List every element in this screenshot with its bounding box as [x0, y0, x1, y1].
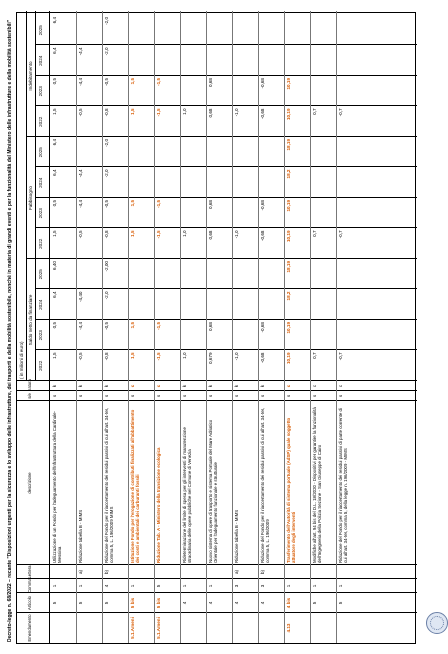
row-value-ind — [182, 76, 188, 107]
row-value-fab: 18,19 — [286, 139, 291, 151]
row-value-snf — [338, 290, 344, 321]
column-divider — [17, 390, 417, 391]
row-value-ind — [130, 46, 136, 77]
year-divider — [35, 319, 417, 320]
row-se: s — [182, 394, 187, 398]
row-value-fab — [78, 137, 84, 168]
row-value-fab — [338, 168, 344, 199]
row-value-fab: -0,68 — [260, 200, 265, 211]
header-unit-rule — [26, 11, 27, 381]
row-value-fab — [234, 198, 240, 229]
row-emendamento — [52, 613, 58, 643]
row-value-ind: 10,19 — [286, 78, 291, 90]
row-comma: 1 — [338, 584, 343, 588]
row-emendamento — [338, 613, 344, 643]
row-se: s — [286, 394, 291, 398]
row-value-ind — [338, 76, 344, 107]
row-value-snf: 18,2 — [286, 291, 291, 301]
row-natura: k — [104, 384, 109, 388]
row-value-fab: -0,5 — [104, 200, 109, 208]
row-value-snf — [234, 259, 240, 290]
row-value-snf — [182, 259, 188, 290]
row-value-ind — [260, 46, 266, 77]
row-value-fab — [338, 137, 344, 168]
row-divider — [310, 11, 311, 643]
row-natura: c — [338, 384, 343, 388]
row-value-snf: -0,5 — [104, 322, 109, 330]
header-group-1: Fabbisogno — [28, 186, 33, 211]
year-divider — [35, 289, 417, 290]
row-value-ind — [234, 76, 240, 107]
row-articolo: 4 — [260, 601, 265, 605]
row-value-snf — [156, 290, 162, 321]
row-value-fab: 18,2 — [286, 169, 291, 179]
row-value-snf: 0,7 — [312, 352, 317, 359]
header-year: 2023 — [38, 330, 43, 341]
row-value-ind: -0,8 — [104, 108, 109, 117]
header-year: 2024 — [38, 299, 43, 310]
row-se: s — [312, 394, 317, 398]
year-divider — [35, 106, 417, 107]
row-value-ind — [156, 15, 162, 46]
row-comma: 1 — [78, 584, 83, 588]
column-divider — [17, 578, 417, 579]
row-value-ind — [208, 46, 214, 77]
row-comma: 1 — [286, 584, 291, 588]
row-value-ind — [182, 46, 188, 77]
header-year: 2025 — [38, 25, 43, 36]
row-emendamento: 4.13 — [286, 623, 291, 633]
row-natura: c — [312, 384, 317, 388]
row-value-ind — [312, 76, 318, 107]
column-divider — [17, 592, 417, 593]
row-natura: c — [156, 384, 161, 388]
year-divider — [35, 45, 417, 46]
header-group-0: Saldo netto da finanziare — [28, 294, 33, 346]
row-value-fab: 1,0 — [182, 230, 187, 237]
row-value-ind: 6,4 — [52, 17, 57, 24]
row-value-snf — [182, 290, 188, 321]
row-description: Riduzione tabella B - MIMS — [234, 509, 239, 563]
row-divider — [232, 11, 233, 643]
header-year: 2024 — [38, 177, 43, 188]
row-value-fab: 6,4 — [52, 139, 57, 146]
row-value-ind: -0,68 — [260, 78, 265, 89]
row-description: Modifiche all'art. 94 bis del D.L. 18/2020 - Dispositivi per garantire la funzionalità dell'Ingegneria della Polizia Sezione - San Giuseppe di Cairo — [312, 407, 323, 563]
row-value-fab: 1,5 — [52, 230, 57, 237]
row-value-ind — [312, 46, 318, 77]
row-value-fab — [130, 168, 136, 199]
row-comma: 3 — [234, 584, 239, 588]
row-divider — [180, 11, 181, 643]
row-lettera — [312, 565, 318, 579]
row-value-fab: 10,19 — [286, 200, 291, 212]
year-divider — [35, 167, 417, 168]
row-value-fab: -1,0 — [234, 230, 239, 239]
row-value-fab: 0,5 — [52, 200, 57, 207]
rotated-table-sheet — [8, 8, 428, 648]
row-value-fab: -1,5 — [156, 230, 161, 239]
row-value-ind: -1,5 — [156, 78, 161, 86]
row-value-snf — [312, 320, 318, 351]
column-divider — [17, 400, 417, 401]
row-value-fab: -0,8 — [104, 230, 109, 239]
group-divider — [26, 258, 417, 259]
row-lettera: a) — [234, 569, 239, 575]
row-value-fab — [130, 137, 136, 168]
official-stamp-seal — [426, 612, 448, 634]
row-value-snf: 0,679 — [208, 352, 213, 364]
row-value-snf: -4,40 — [78, 291, 83, 302]
row-description: Trasferimento dell'Autorità di sistema portuale (AdSP) quale soggetto attuatore degli interventi — [286, 417, 297, 563]
row-lettera — [130, 565, 136, 579]
header-se: s/e — [27, 393, 32, 399]
row-emendamento — [312, 613, 318, 643]
column-divider — [17, 564, 417, 565]
header-year: 2025 — [38, 269, 43, 280]
row-description: Rideterminazione del limite di spesa per gli interventi di manutenzione straordinaria delle opere pubbliche nel Comune di Venezia — [182, 427, 193, 563]
row-value-fab: 0,7 — [312, 230, 317, 237]
row-divider — [336, 11, 337, 643]
row-value-ind — [338, 15, 344, 46]
row-value-snf: 1,5 — [52, 352, 57, 359]
year-divider — [35, 350, 417, 351]
row-lettera: b) — [260, 569, 265, 575]
row-value-ind: -0,68 — [260, 108, 265, 119]
row-value-ind: 6,4 — [52, 47, 57, 54]
row-value-ind — [182, 15, 188, 46]
row-value-snf: 6,4 — [52, 291, 57, 298]
row-value-snf: -4,4 — [78, 322, 83, 330]
row-value-fab: -4,4 — [78, 169, 83, 178]
row-value-snf — [234, 320, 240, 351]
row-value-ind — [234, 46, 240, 77]
row-natura: k — [52, 384, 57, 388]
row-value-snf: 10,19 — [286, 352, 291, 364]
row-value-ind — [208, 15, 214, 46]
row-value-ind — [286, 46, 292, 77]
row-description: Riduzione del Fondo per il riaccertamento dei residui passivi di cui all'art. 34-ter, comma 5, L. 196/2009 — [260, 407, 271, 563]
row-value-snf: -1,5 — [156, 352, 161, 361]
row-divider — [76, 11, 77, 643]
row-value-ind — [286, 15, 292, 46]
row-value-ind: -2,0 — [104, 17, 109, 25]
row-value-snf: 10,19 — [286, 322, 291, 334]
row-value-snf — [208, 290, 214, 321]
row-value-ind: 10,19 — [286, 108, 291, 120]
row-value-fab — [156, 168, 162, 199]
row-se: s — [104, 394, 109, 398]
row-value-ind: 0,68 — [208, 108, 213, 118]
row-articolo: 5 — [338, 601, 343, 605]
row-articolo: 4 bis — [286, 597, 291, 609]
row-value-fab: -4,4 — [78, 200, 83, 208]
row-value-fab — [208, 168, 214, 199]
row-value-fab: -1,5 — [156, 200, 161, 208]
row-comma: 1 — [130, 584, 135, 588]
row-value-fab — [182, 168, 188, 199]
row-natura: k — [208, 384, 213, 388]
row-value-ind — [130, 15, 136, 46]
row-lettera — [182, 565, 188, 579]
row-divider — [102, 11, 103, 643]
group-divider — [26, 136, 417, 137]
row-comma: 1 — [182, 584, 187, 588]
row-value-fab: 6,4 — [52, 169, 57, 176]
stamp-inner-ring — [430, 616, 444, 630]
row-value-fab — [260, 137, 266, 168]
row-value-ind: 0,5 — [52, 78, 57, 85]
row-lettera — [156, 565, 162, 579]
row-value-snf: -1,5 — [156, 322, 161, 330]
row-value-fab: -0,7 — [338, 230, 343, 239]
row-value-snf: -2,00 — [104, 261, 109, 272]
row-value-fab — [156, 137, 162, 168]
row-description: Istituzione Fondo per l'erogazione di contributi finalizzati all'abbattimento dei costi e ambientali dei carburanti fossili — [130, 409, 141, 563]
row-natura: c — [286, 384, 291, 388]
row-value-ind — [234, 15, 240, 46]
row-divider — [258, 11, 259, 643]
row-value-fab: -0,68 — [260, 230, 265, 241]
row-se: s — [52, 394, 57, 398]
row-value-snf — [182, 320, 188, 351]
row-value-snf: -0,8 — [104, 352, 109, 361]
row-value-ind — [338, 46, 344, 77]
row-emendamento — [182, 613, 188, 643]
row-se: s — [130, 394, 135, 398]
row-value-snf — [260, 259, 266, 290]
row-value-ind: 0,68 — [208, 78, 213, 87]
row-value-ind — [78, 15, 84, 46]
row-value-ind — [312, 15, 318, 46]
row-value-snf — [338, 259, 344, 290]
row-description: Riduzione del Fondo per il riaccertamento dei residui passivi di cui all'art. 34-ter, comma 5, L. 196/2009 MIMS — [104, 407, 115, 563]
row-value-fab: 1,5 — [130, 230, 135, 237]
row-value-fab — [208, 137, 214, 168]
row-value-ind: 1,5 — [130, 78, 135, 85]
row-articolo: 5 — [312, 601, 317, 605]
row-value-snf: -0,68 — [260, 322, 265, 333]
row-lettera: b) — [104, 569, 109, 575]
row-articolo: 5 — [52, 601, 57, 605]
row-lettera — [208, 565, 214, 579]
row-natura: k — [182, 384, 187, 388]
row-value-snf: 0,5 — [52, 322, 57, 329]
row-value-snf: -1,0 — [234, 352, 239, 361]
financial-table — [16, 12, 416, 644]
row-value-fab — [182, 137, 188, 168]
row-comma: 1 — [208, 584, 213, 588]
row-value-ind: 1,5 — [52, 108, 57, 115]
row-value-snf: -2,0 — [104, 291, 109, 300]
row-se: s — [234, 394, 239, 398]
row-value-ind: 1,5 — [130, 108, 135, 115]
row-se: s — [338, 394, 343, 398]
row-se: s — [260, 394, 265, 398]
row-value-fab: -0,5 — [78, 230, 83, 239]
row-value-snf — [312, 290, 318, 321]
header-natura: natura — [27, 379, 32, 391]
year-divider — [35, 197, 417, 198]
row-divider — [284, 11, 285, 643]
header-group-2: Indebitamento — [28, 61, 33, 91]
row-natura: k — [234, 384, 239, 388]
row-description: Utilizzazione di un Fondo per l'adeguamento dell'infrastruttura della Cardinale-Messina — [52, 410, 63, 563]
row-value-fab — [312, 168, 318, 199]
header-year: 2023 — [38, 208, 43, 219]
row-value-fab: -2,0 — [104, 169, 109, 178]
row-value-snf — [312, 259, 318, 290]
row-value-fab — [260, 168, 266, 199]
row-description: Riduzione tabella B - MIMS — [78, 509, 83, 563]
header-year: 2024 — [38, 55, 43, 66]
row-value-ind: -0,5 — [104, 78, 109, 86]
header-bottom-rule — [49, 11, 50, 643]
row-value-fab — [338, 198, 344, 229]
row-value-snf: 1,5 — [130, 322, 135, 329]
row-lettera — [286, 565, 292, 579]
row-value-snf: 18,19 — [286, 261, 291, 273]
row-se: s — [208, 394, 213, 398]
header-year: 2022 — [38, 360, 43, 371]
row-value-snf — [78, 259, 84, 290]
row-value-snf: -0,5 — [78, 352, 83, 361]
document-title: Decreto-legge n. 68/2022 – recante "Disposizioni urgenti per la sicurezza e lo sviluppo delle infrastrutture, dei trasporti e della mobilità sostenibile, nonché in materia di grandi eventi e per la funzionalità del Ministero delle infrastrutture e della mobilità sostenibili" — [7, 19, 13, 642]
row-value-fab — [182, 198, 188, 229]
row-emendamento: 5.1.Ameni — [156, 617, 161, 639]
row-value-fab: 0,68 — [208, 200, 213, 209]
header-articolo: Articolo — [27, 596, 32, 610]
row-natura: k — [260, 384, 265, 388]
year-divider — [35, 75, 417, 76]
row-articolo: 5 bis — [156, 597, 161, 609]
row-value-fab — [312, 137, 318, 168]
row-comma: 3 — [260, 584, 265, 588]
row-value-fab: 1,5 — [130, 200, 135, 207]
header-comma: Comma — [27, 578, 32, 593]
row-value-ind: -0,5 — [78, 108, 83, 117]
row-value-fab: -2,0 — [104, 139, 109, 147]
row-comma: 1 — [312, 584, 317, 588]
row-comma: 1 — [52, 584, 57, 588]
row-value-ind — [260, 15, 266, 46]
row-value-ind: -4,4 — [78, 78, 83, 86]
row-value-ind: -1,0 — [234, 108, 239, 117]
row-value-snf — [130, 290, 136, 321]
header-descrizione: descrizione — [27, 472, 32, 494]
row-se: s — [156, 394, 161, 398]
row-value-ind: -0,7 — [338, 108, 343, 117]
row-se: s — [78, 394, 83, 398]
row-description: Riduzione del Fondo per il riaccertamento dei residui passivi di parte corrente di cui all'art. 34-ter, comma 5, della legge n. 196/2009 - MIMS — [338, 408, 349, 563]
row-emendamento — [234, 613, 240, 643]
header-year: 2022 — [38, 238, 43, 249]
row-value-ind: 0,7 — [312, 108, 317, 115]
row-articolo: 5 bis — [130, 597, 135, 609]
row-articolo: 5 — [104, 601, 109, 605]
row-comma: 4 — [104, 584, 109, 588]
row-value-ind: -1,5 — [156, 108, 161, 117]
header-year: 2023 — [38, 86, 43, 97]
row-lettera — [338, 565, 344, 579]
row-divider — [206, 11, 207, 643]
row-articolo: 4 — [234, 601, 239, 605]
row-value-ind: -2,0 — [104, 47, 109, 56]
row-value-snf: 1,0 — [182, 352, 187, 359]
row-description: Riduzione Tab. A - Ministero della transizione ecologica — [156, 447, 161, 563]
row-natura: c — [130, 384, 135, 388]
row-emendamento — [78, 613, 84, 643]
row-value-snf: -0,7 — [338, 352, 343, 361]
row-value-ind: -4,4 — [78, 47, 83, 56]
row-value-snf — [208, 259, 214, 290]
row-articolo: 5 — [78, 601, 83, 605]
row-value-fab: 0,68 — [208, 230, 213, 240]
row-value-snf: 0,68 — [208, 322, 213, 331]
row-emendamento — [208, 613, 214, 643]
row-value-ind: 1,0 — [182, 108, 187, 115]
header-emendamento: Emendamento — [27, 614, 32, 642]
row-comma: 5 — [156, 584, 161, 588]
row-natura: k — [78, 384, 83, 388]
header-year: 2022 — [38, 116, 43, 127]
row-emendamento — [104, 613, 110, 643]
header-year: 2025 — [38, 147, 43, 158]
row-value-snf — [260, 290, 266, 321]
row-value-snf — [234, 290, 240, 321]
row-value-snf — [130, 259, 136, 290]
row-value-fab — [312, 198, 318, 229]
row-value-snf: -0,68 — [260, 352, 265, 363]
header-unit: ( in milioni di euro) — [19, 341, 24, 379]
year-divider — [35, 228, 417, 229]
row-lettera — [52, 565, 58, 579]
column-divider — [17, 612, 417, 613]
row-value-snf: 6,40 — [52, 261, 57, 270]
row-value-fab — [234, 137, 240, 168]
row-divider — [154, 11, 155, 643]
row-value-snf: 1,5 — [130, 352, 135, 359]
row-description: Nuovo sistema di opere di trasporto e sistema Portuale del Mare Adriatico Orientale per l'adeguamento funzionale e strutturale — [208, 419, 219, 563]
row-value-fab — [234, 168, 240, 199]
row-emendamento — [260, 613, 266, 643]
row-lettera: a) — [78, 569, 83, 575]
row-emendamento: 5.1.Ameni — [130, 617, 135, 639]
row-value-snf — [338, 320, 344, 351]
column-divider — [17, 380, 417, 381]
row-value-fab: 10,19 — [286, 230, 291, 242]
header-group-rule — [35, 11, 36, 381]
row-articolo: 4 — [208, 601, 213, 605]
row-divider — [128, 11, 129, 643]
header-lettera: Lettera — [27, 565, 32, 579]
row-value-ind — [156, 46, 162, 77]
row-articolo: 4 — [182, 601, 187, 605]
row-value-snf — [156, 259, 162, 290]
